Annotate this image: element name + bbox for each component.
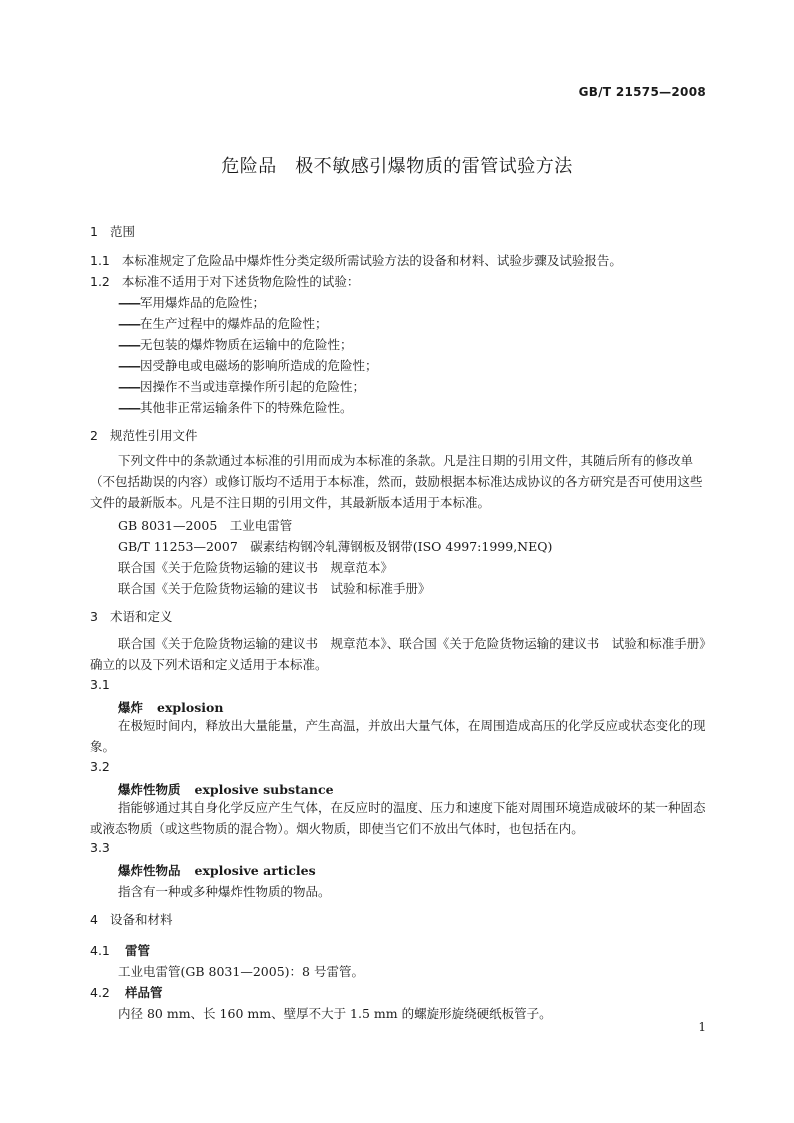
section-3-heading bbox=[90, 607, 173, 625]
clause-1-1 bbox=[90, 251, 622, 269]
section-number: 2 bbox=[90, 428, 98, 443]
term-definition: 指能够通过其自身化学反应产生气体，在反应时的温度、压力和速度下能对周围环境造成破坏的某一种固态或液态物质（或这些物质的混合物）。烟火物质，即使当它们不放出气体时，也包括在内。 bbox=[90, 800, 706, 836]
term-en: explosive articles bbox=[194, 863, 316, 878]
clause-1-2 bbox=[90, 272, 359, 290]
term-heading bbox=[118, 861, 316, 879]
list-item bbox=[118, 356, 378, 374]
reference-item: 联合国《关于危险货物运输的建议书 规章范本》 bbox=[118, 560, 394, 575]
dash: —— bbox=[118, 400, 139, 415]
term-definition: 在极短时间内，释放出大量能量，产生高温，并放出大量气体，在周围造成高压的化学反应或状态变化的现象。 bbox=[90, 718, 706, 754]
section-1-heading bbox=[90, 222, 135, 240]
page-number: 1 bbox=[698, 1020, 706, 1034]
list-item bbox=[118, 377, 365, 395]
term-number: 3.1 bbox=[90, 677, 110, 692]
list-item-text: 在生产过程中的爆炸品的危险性； bbox=[140, 316, 328, 331]
reference-item: 联合国《关于危险货物运输的建议书 试验和标准手册》 bbox=[118, 581, 431, 596]
section-number: 3 bbox=[90, 609, 98, 624]
term-zh: 爆炸 bbox=[118, 700, 144, 715]
section-number: 4 bbox=[90, 912, 98, 927]
term-definition: 指含有一种或多种爆炸性物质的物品。 bbox=[118, 884, 331, 899]
term-number: 3.2 bbox=[90, 759, 110, 774]
reference-item: GB 8031—2005 工业电雷管 bbox=[118, 518, 293, 533]
list-item bbox=[118, 314, 328, 332]
document-title: 危险品 极不敏感引爆物质的雷管试验方法 bbox=[221, 156, 573, 177]
section-title: 规范性引用文件 bbox=[110, 428, 198, 443]
dash: —— bbox=[118, 295, 139, 310]
clause-number: 1.1 bbox=[90, 253, 110, 268]
paragraph: 下列文件中的条款通过本标准的引用而成为本标准的条款。凡是注日期的引用文件，其随后所有的修改单（不包括勘误的内容）或修订版均不适用于本标准，然而，鼓励根据本标准达成协议的各方研究是否可使用这些文件的最新版本。凡是不注日期的引用文件，其最新版本适用于本标准。 bbox=[90, 453, 703, 510]
list-item-text: 因受静电或电磁场的影响所造成的危险性； bbox=[140, 358, 378, 373]
clause-text: 本标准不适用于对下述货物危险性的试验： bbox=[121, 274, 360, 289]
clause-title: 雷管 bbox=[125, 943, 151, 958]
section-title: 范围 bbox=[110, 224, 136, 239]
term-number: 3.3 bbox=[90, 840, 110, 855]
list-item-text: 军用爆炸品的危险性； bbox=[140, 295, 266, 310]
term-heading bbox=[118, 698, 223, 716]
section-title: 设备和材料 bbox=[110, 912, 173, 927]
clause-4-1-heading bbox=[90, 941, 150, 959]
term-zh: 爆炸性物品 bbox=[118, 863, 181, 878]
term-heading bbox=[118, 780, 334, 798]
clause-4-2-heading bbox=[90, 983, 163, 1001]
section-2-heading bbox=[90, 426, 198, 444]
section-4-heading bbox=[90, 910, 173, 928]
dash: —— bbox=[118, 379, 139, 394]
term-en: explosion bbox=[157, 700, 224, 715]
reference-item: GB/T 11253—2007 碳素结构钢冷轧薄钢板及钢带(ISO 4997:1999,NEQ) bbox=[118, 539, 553, 554]
clause-number: 4.1 bbox=[90, 943, 110, 958]
paragraph: 联合国《关于危险货物运输的建议书 规章范本》、联合国《关于危险货物运输的建议书 试验和标准手册》确立的以及下列术语和定义适用于本标准。 bbox=[90, 636, 706, 672]
list-item-text: 其他非正常运输条件下的特殊危险性。 bbox=[140, 400, 353, 415]
dash: —— bbox=[118, 337, 139, 352]
section-number: 1 bbox=[90, 224, 98, 239]
section-title: 术语和定义 bbox=[110, 609, 173, 624]
term-zh: 爆炸性物质 bbox=[118, 782, 181, 797]
list-item-text: 因操作不当或违章操作所引起的危险性； bbox=[140, 379, 366, 394]
clause-text: 内径 80 mm、长 160 mm、壁厚不大于 1.5 mm 的螺旋形旋绕硬纸板管子。 bbox=[118, 1006, 552, 1021]
dash: —— bbox=[118, 316, 139, 331]
list-item bbox=[118, 335, 353, 353]
clause-text: 本标准规定了危险品中爆炸性分类定级所需试验方法的设备和材料、试验步骤及试验报告。 bbox=[121, 253, 622, 268]
clause-number: 1.2 bbox=[90, 274, 110, 289]
list-item-text: 无包装的爆炸物质在运输中的危险性； bbox=[140, 337, 353, 352]
clause-text: 工业电雷管(GB 8031—2005)：8 号雷管。 bbox=[118, 964, 364, 979]
dash: —— bbox=[118, 358, 139, 373]
list-item bbox=[118, 398, 353, 416]
clause-title: 样品管 bbox=[125, 985, 163, 1000]
list-item bbox=[118, 293, 265, 311]
term-en: explosive substance bbox=[194, 782, 334, 797]
standard-number: GB/T 21575—2008 bbox=[578, 85, 706, 99]
clause-number: 4.2 bbox=[90, 985, 110, 1000]
